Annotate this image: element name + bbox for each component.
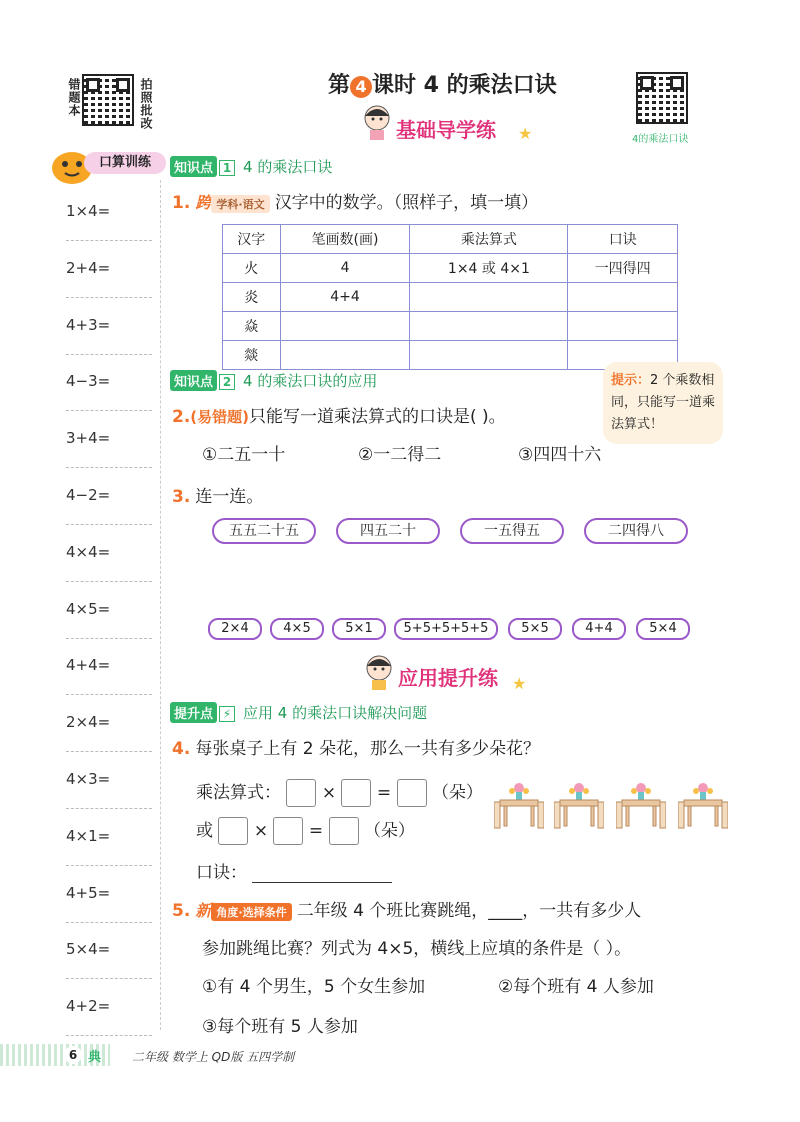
knowledge-point-1: 知识点 1 4 的乘法口诀 xyxy=(170,156,332,177)
answer-line[interactable] xyxy=(66,410,152,411)
mental-math-item: 4×1= xyxy=(66,826,111,845)
table-cell: 4 xyxy=(280,254,410,283)
table-cell: 1×4 或 4×1 xyxy=(410,254,568,283)
question-1: 1. 跨 学科·语文 汉字中的数学。（照样子，填一填） xyxy=(172,193,539,213)
footer-text: 二年级 数学上 QD版 五四学制 xyxy=(132,1050,295,1064)
mistake-book-label: 错题本 xyxy=(67,78,81,117)
answer-line[interactable] xyxy=(66,638,152,639)
q5-option-2[interactable]: ②每个班有 4 人参加 xyxy=(498,977,654,997)
q4-equation-row-2: 或 × = （朵） xyxy=(196,816,415,845)
mental-math-item: 4+4= xyxy=(66,656,111,675)
star-icon: ★ xyxy=(518,124,533,143)
mascot-icon xyxy=(364,654,394,690)
q2-option-3[interactable]: ③四四十六 xyxy=(518,445,602,465)
table-with-flowers-icon xyxy=(554,780,604,830)
basic-practice-title: 基础导学练 xyxy=(396,118,496,142)
rhyme-pill[interactable]: 四五二十 xyxy=(336,518,440,544)
answer-line[interactable] xyxy=(66,354,152,355)
table-header-cell: 汉字 xyxy=(223,225,281,254)
mental-math-item: 4−3= xyxy=(66,372,111,391)
expression-pill[interactable]: 2×4 xyxy=(208,618,262,640)
table-header-cell: 笔画数(画) xyxy=(280,225,410,254)
table-cell[interactable] xyxy=(410,283,568,312)
mental-math-item: 4+2= xyxy=(66,997,111,1016)
answer-line[interactable] xyxy=(66,751,152,752)
expression-pill[interactable]: 5×4 xyxy=(636,618,690,640)
table-cell[interactable] xyxy=(280,341,410,370)
rhyme-pill[interactable]: 一五得五 xyxy=(460,518,564,544)
answer-box[interactable] xyxy=(286,779,316,807)
qr-code-left[interactable] xyxy=(82,74,134,126)
photo-grading-label: 拍照批改 xyxy=(139,78,153,130)
mental-math-item: 5×4= xyxy=(66,940,111,959)
mental-math-item: 3+4= xyxy=(66,429,111,448)
table-cell: 炎 xyxy=(223,283,281,312)
table-row xyxy=(223,254,678,283)
expression-pill[interactable]: 4+4 xyxy=(572,618,626,640)
mental-math-item: 4×4= xyxy=(66,542,111,561)
answer-line[interactable] xyxy=(66,524,152,525)
answer-line[interactable] xyxy=(66,1035,152,1036)
answer-line[interactable] xyxy=(66,978,152,979)
table-cell[interactable] xyxy=(568,312,678,341)
q4-rhyme-row: 口诀： xyxy=(196,858,392,883)
apply-practice-title: 应用提升练 xyxy=(398,666,498,690)
mental-math-item: 4×3= xyxy=(66,770,111,788)
q2-option-1[interactable]: ①二五一十 xyxy=(202,445,286,465)
mental-math-item: 2×4= xyxy=(66,713,111,732)
question-3: 3. 连一连。 xyxy=(172,487,264,507)
table-header-cell: 口诀 xyxy=(568,225,678,254)
rhyme-answer-line[interactable] xyxy=(252,882,392,883)
brand-logo: 典 xyxy=(88,1050,102,1065)
mascot-icon xyxy=(362,104,392,140)
expression-pill[interactable]: 5×5 xyxy=(508,618,562,640)
table-cell[interactable] xyxy=(568,283,678,312)
qr-caption: 4的乘法口诀 xyxy=(632,134,689,145)
table-row xyxy=(223,312,678,341)
question-4: 4. 每张桌子上有 2 朵花，那么一共有多少朵花？ xyxy=(172,739,541,759)
mental-math-item: 4×5= xyxy=(66,599,111,618)
table-cell: 4+4 xyxy=(280,283,410,312)
rhyme-pill[interactable]: 二四得八 xyxy=(584,518,688,544)
table-cell[interactable] xyxy=(410,312,568,341)
answer-line[interactable] xyxy=(66,694,152,695)
table-row xyxy=(223,283,678,312)
answer-box[interactable] xyxy=(397,779,427,807)
page-title: 第 4 课时 4 的乘法口诀 xyxy=(328,73,557,98)
lesson-number-badge: 4 xyxy=(350,76,372,98)
expression-pill[interactable]: 5×1 xyxy=(332,618,386,640)
improve-point: 提升点 ⚡ 应用 4 的乘法口诀解决问题 xyxy=(170,702,427,723)
answer-line[interactable] xyxy=(66,467,152,468)
qr-code-right[interactable] xyxy=(636,72,688,124)
answer-box[interactable] xyxy=(329,817,359,845)
table-with-flowers-icon xyxy=(678,780,728,830)
table-cell: 焱 xyxy=(223,312,281,341)
q4-equation-row-1: 乘法算式： × = （朵） xyxy=(196,778,483,807)
sidebar-title: 口算训练 xyxy=(84,152,166,174)
table-cell: 一四得四 xyxy=(568,254,678,283)
q5-line-2: 参加跳绳比赛？列式为 4×5，横线上应填的条件是（ ）。 xyxy=(202,939,632,959)
chinese-char-table xyxy=(222,224,678,370)
question-2: 2.(易错题)只能写一道乘法算式的口诀是( )。 xyxy=(172,407,506,427)
table-cell[interactable] xyxy=(410,341,568,370)
mental-math-item: 4−2= xyxy=(66,486,111,504)
table-header-cell: 乘法算式 xyxy=(410,225,568,254)
answer-box[interactable] xyxy=(218,817,248,845)
mental-math-item: 2+4= xyxy=(66,258,111,277)
expression-pill[interactable]: 4×5 xyxy=(270,618,324,640)
table-cell: 火 xyxy=(223,254,281,283)
page-number: 6 xyxy=(64,1046,82,1064)
sidebar-divider xyxy=(160,180,161,1030)
answer-line[interactable] xyxy=(66,240,152,241)
table-cell[interactable] xyxy=(280,312,410,341)
mental-math-item: 4+5= xyxy=(66,883,111,902)
table-cell: 燚 xyxy=(223,341,281,370)
mental-math-item: 1×4= xyxy=(66,202,111,220)
table-with-flowers-icon xyxy=(494,780,544,830)
q2-option-2[interactable]: ②一二得二 xyxy=(358,445,442,465)
answer-line[interactable] xyxy=(66,297,152,298)
star-icon: ★ xyxy=(512,674,527,693)
tip-box: 提示：2 个乘数相同，只能写一道乘法算式！ xyxy=(603,362,723,444)
answer-box[interactable] xyxy=(341,779,371,807)
q5-option-3[interactable]: ③每个班有 5 人参加 xyxy=(202,1017,358,1037)
rhyme-pill[interactable]: 五五二十五 xyxy=(212,518,316,544)
answer-line[interactable] xyxy=(66,922,152,923)
question-5: 5. 新 角度·选择条件 二年级 4 个班比赛跳绳，____，一共有多少人 xyxy=(172,901,642,921)
q5-option-1[interactable]: ①有 4 个男生，5 个女生参加 xyxy=(202,977,426,997)
answer-line[interactable] xyxy=(66,865,152,866)
expression-pill[interactable]: 5+5+5+5+5 xyxy=(394,618,498,640)
mental-math-item: 4+3= xyxy=(66,315,111,334)
knowledge-point-2: 知识点 2 4 的乘法口诀的应用 xyxy=(170,370,377,391)
answer-line[interactable] xyxy=(66,581,152,582)
table-with-flowers-icon xyxy=(616,780,666,830)
answer-box[interactable] xyxy=(273,817,303,845)
answer-line[interactable] xyxy=(66,808,152,809)
